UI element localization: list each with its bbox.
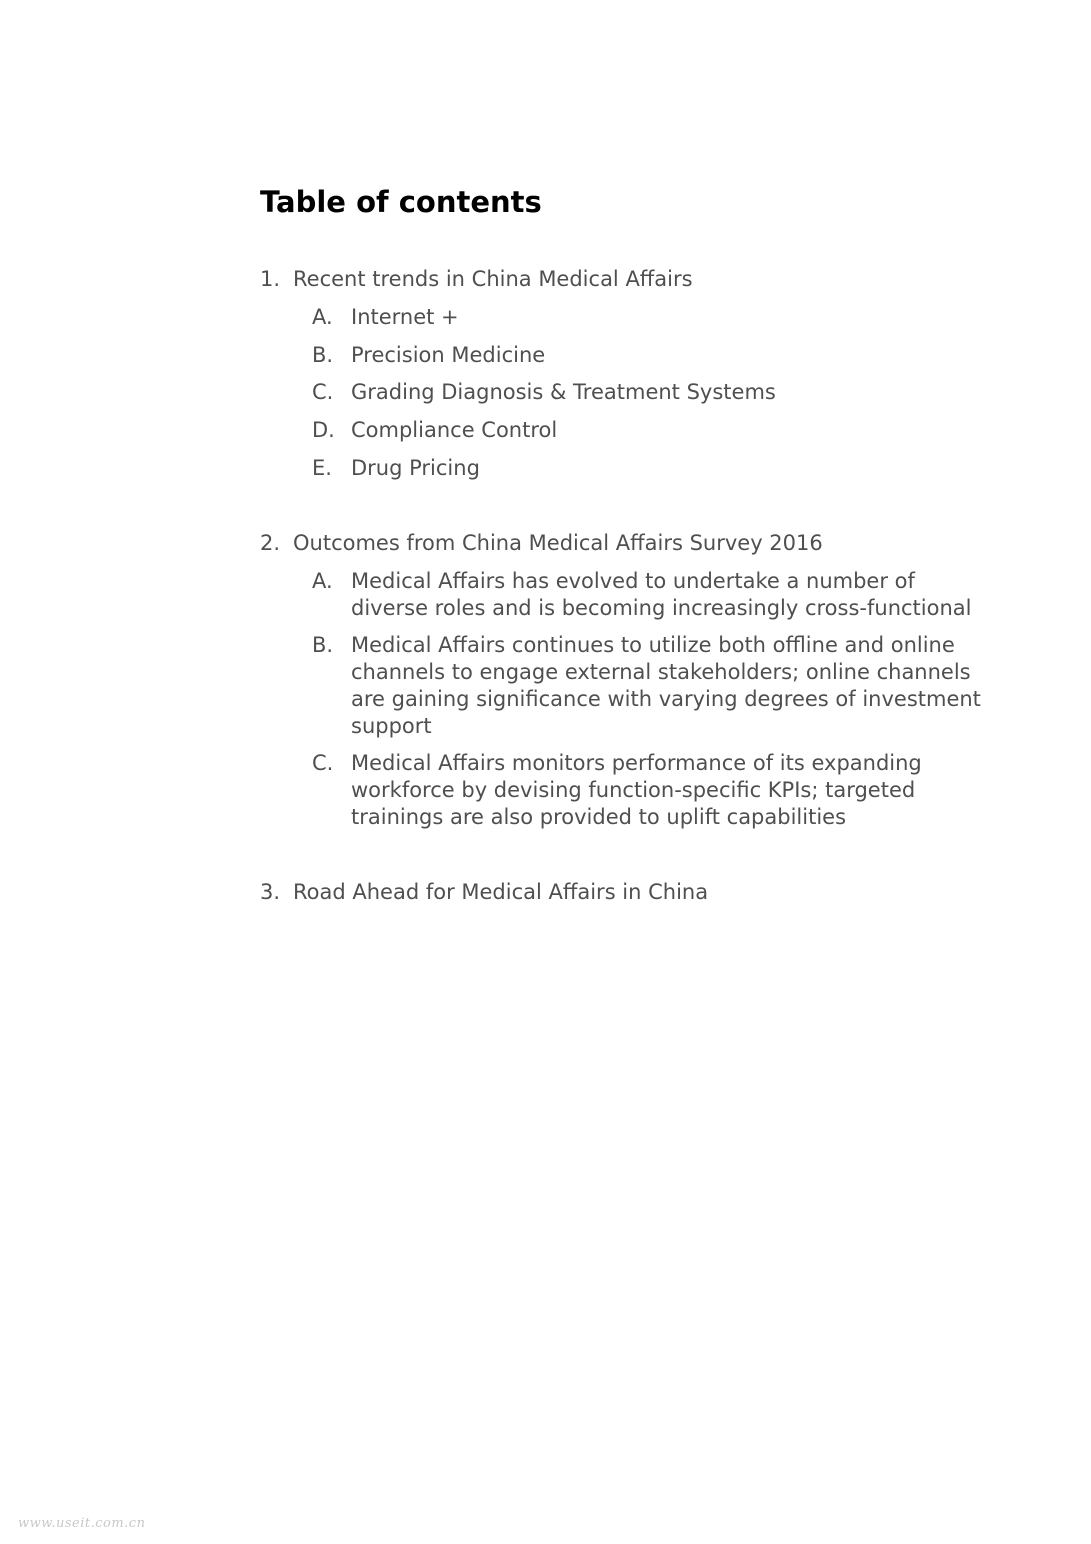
item-text-line: channels to engage external stakeholders; online channels [351,660,971,684]
item-text: Grading Diagnosis & Treatment Systems [351,380,776,404]
item-text: Internet + [351,305,459,329]
item-text-line: diverse roles and is becoming increasingly cross-functional [351,596,972,620]
section-title: Road Ahead for Medical Affairs in China [293,880,709,904]
item-text-line: support [351,714,432,738]
section-number: 1. [260,267,281,291]
item-text-line: Medical Affairs has evolved to undertake a number of [351,569,915,593]
item-text-line: Medical Affairs monitors performance of its expanding [351,751,922,775]
item-letter: C. [312,751,334,775]
item-letter: B. [312,633,334,657]
item-letter: B. [312,343,334,367]
item-text-line: Medical Affairs continues to utilize both offline and online [351,633,955,657]
item-letter: D. [312,418,335,442]
item-text: Precision Medicine [351,343,546,367]
item-letter: E. [312,456,332,480]
item-text: Compliance Control [351,418,558,442]
item-text-line: workforce by devising function-specific KPIs; targeted [351,778,916,802]
item-text-line: trainings are also provided to uplift capabilities [351,805,847,829]
section-number: 2. [260,531,281,555]
item-text-line: are gaining significance with varying degrees of investment [351,687,981,711]
item-letter: A. [312,305,333,329]
item-letter: A. [312,569,333,593]
item-text: Drug Pricing [351,456,480,480]
section-number: 3. [260,880,281,904]
item-letter: C. [312,380,334,404]
section-title: Outcomes from China Medical Affairs Survey 2016 [293,531,823,555]
page-title: Table of contents [260,185,542,219]
watermark: www.useit.com.cn [18,1516,146,1531]
section-title: Recent trends in China Medical Affairs [293,267,693,291]
